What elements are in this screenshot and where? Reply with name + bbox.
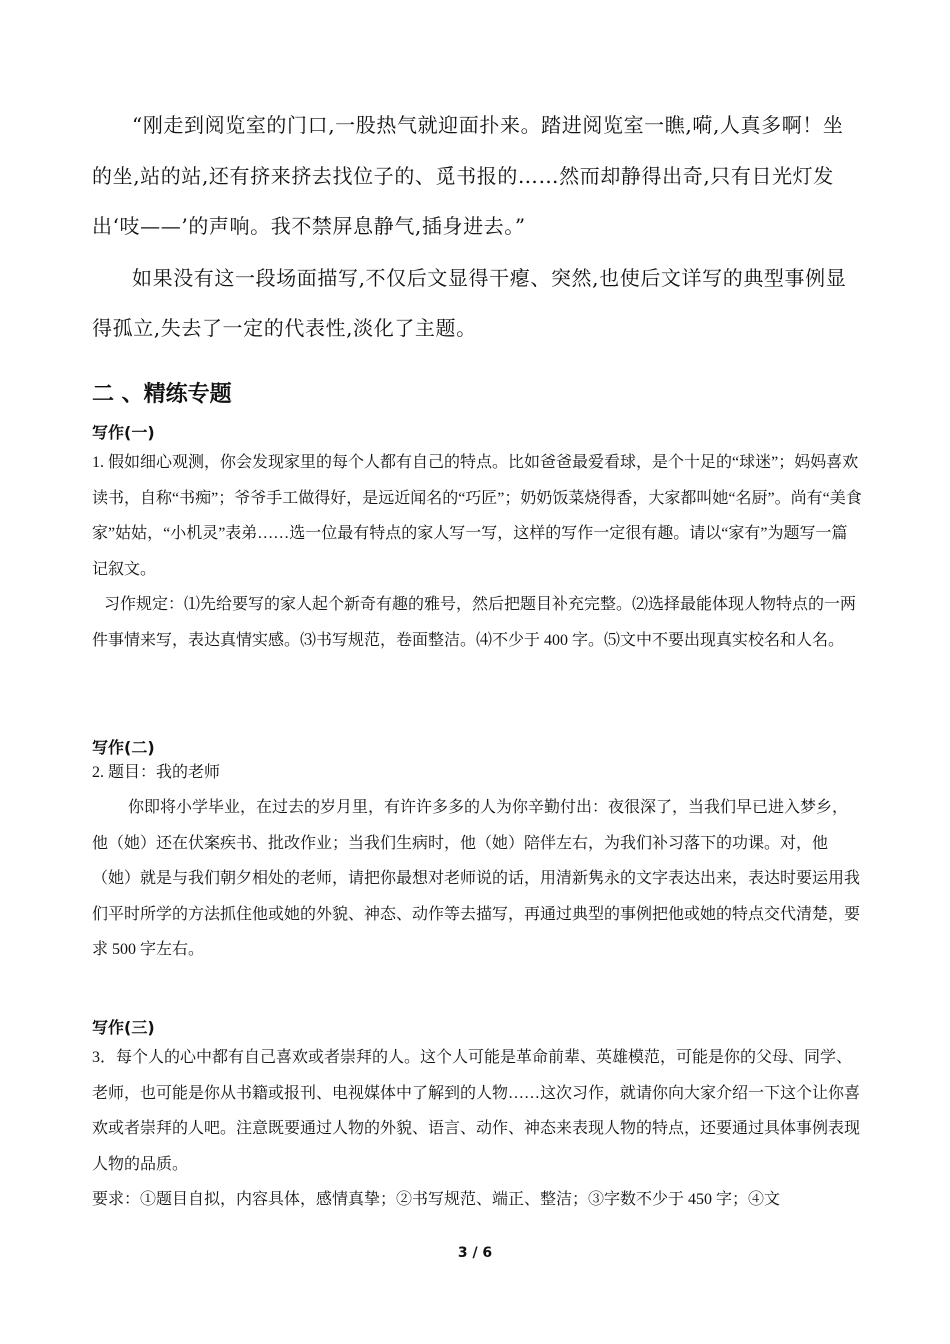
writing-task-2 — [92, 736, 862, 968]
writing-task-1-heading: 写作(一) — [92, 423, 155, 442]
writing-task-3-prompt: 3．每个人的心中都有自己喜欢或者崇拜的人。这个人可能是革命前辈、英雄模范，可能是你的父母、同学、老师，也可能是你从书籍或报刊、电视媒体中了解到的人物……这次习作，就请你向大家介绍一下这个让你喜欢或者崇拜的人吧。注意既要通过人物的外貌、语言、动作、神态来表现人物的特点，还要通过具体事例表现人物的品质。 — [92, 1049, 861, 1173]
writing-task-2-title-line: 2. 题目：我的老师 — [92, 764, 221, 781]
writing-task-2-body: 你即将小学毕业，在过去的岁月里，有许许多多的人为你辛勤付出：夜很深了，当我们早已进入梦乡，他（她）还在伏案疾书、批改作业；当我们生病时，他（她）陪伴左右，为我们补习落下的功课。对，他（她）就是与我们朝夕相处的老师，请把你最想对老师说的话，用清新隽永的文字表达出来，表达时要运用我们平时所学的方法抓住他或她的外貌、神态、动作等去描写，再通过典型的事例把他或她的特点交代清楚，要求 500 字左右。 — [92, 799, 861, 959]
writing-task-1-rules: 习作规定：⑴先给要写的家人起个新奇有趣的雅号，然后把题目补充完整。⑵选择最能体现人物特点的一两件事情来写，表达真情实感。⑶书写规范，卷面整洁。⑷不少于 400 字。⑸文中不要出现真实校名和人名。 — [92, 596, 857, 649]
writing-task-3-requirements: 要求：①题目自拟，内容具体，感情真挚；②书写规范、端正、整洁；③字数不少于 450 字；④文 — [92, 1191, 781, 1209]
intro-commentary-paragraph: 如果没有这一段场面描写,不仅后文显得干瘪、突然,也使后文详写的典型事例显得孤立,失去了一定的代表性,淡化了主题。 — [92, 265, 847, 340]
intro-passage — [92, 100, 862, 354]
writing-task-2-heading: 写作(二) — [92, 738, 155, 757]
intro-quote-paragraph: “刚走到阅览室的门口,一股热气就迎面扑来。踏进阅览室一瞧,嗬,人真多啊！坐的坐,站的站,还有挤来挤去找位子的、觅书报的……然而却静得出奇,只有日光灯发出‘吱——’的声响。我不禁屏息静气,插身进去。” — [92, 113, 844, 238]
writing-task-3-heading: 写作(三) — [92, 1018, 155, 1037]
section-title: 二 、精练专题 — [92, 382, 232, 407]
writing-task-1-prompt: 1. 假如细心观测，你会发现家里的每个人都有自己的特点。比如爸爸最爱看球，是个十足的“球迷”；妈妈喜欢读书，自称“书痴”；爷爷手工做得好，是远近闻名的“巧匠”；奶奶饭菜烧得香，大家都叫她“名厨”。尚有“美食家”姑姑，“小机灵”表弟……选一位最有特点的家人写一写，这样的写作一定很有趣。请以“家有”为题写一篇记叙文。 — [92, 454, 862, 578]
page-number: 3 / 6 — [457, 1245, 493, 1261]
writing-task-1 — [92, 421, 862, 659]
writing-task-3 — [92, 1016, 862, 1218]
